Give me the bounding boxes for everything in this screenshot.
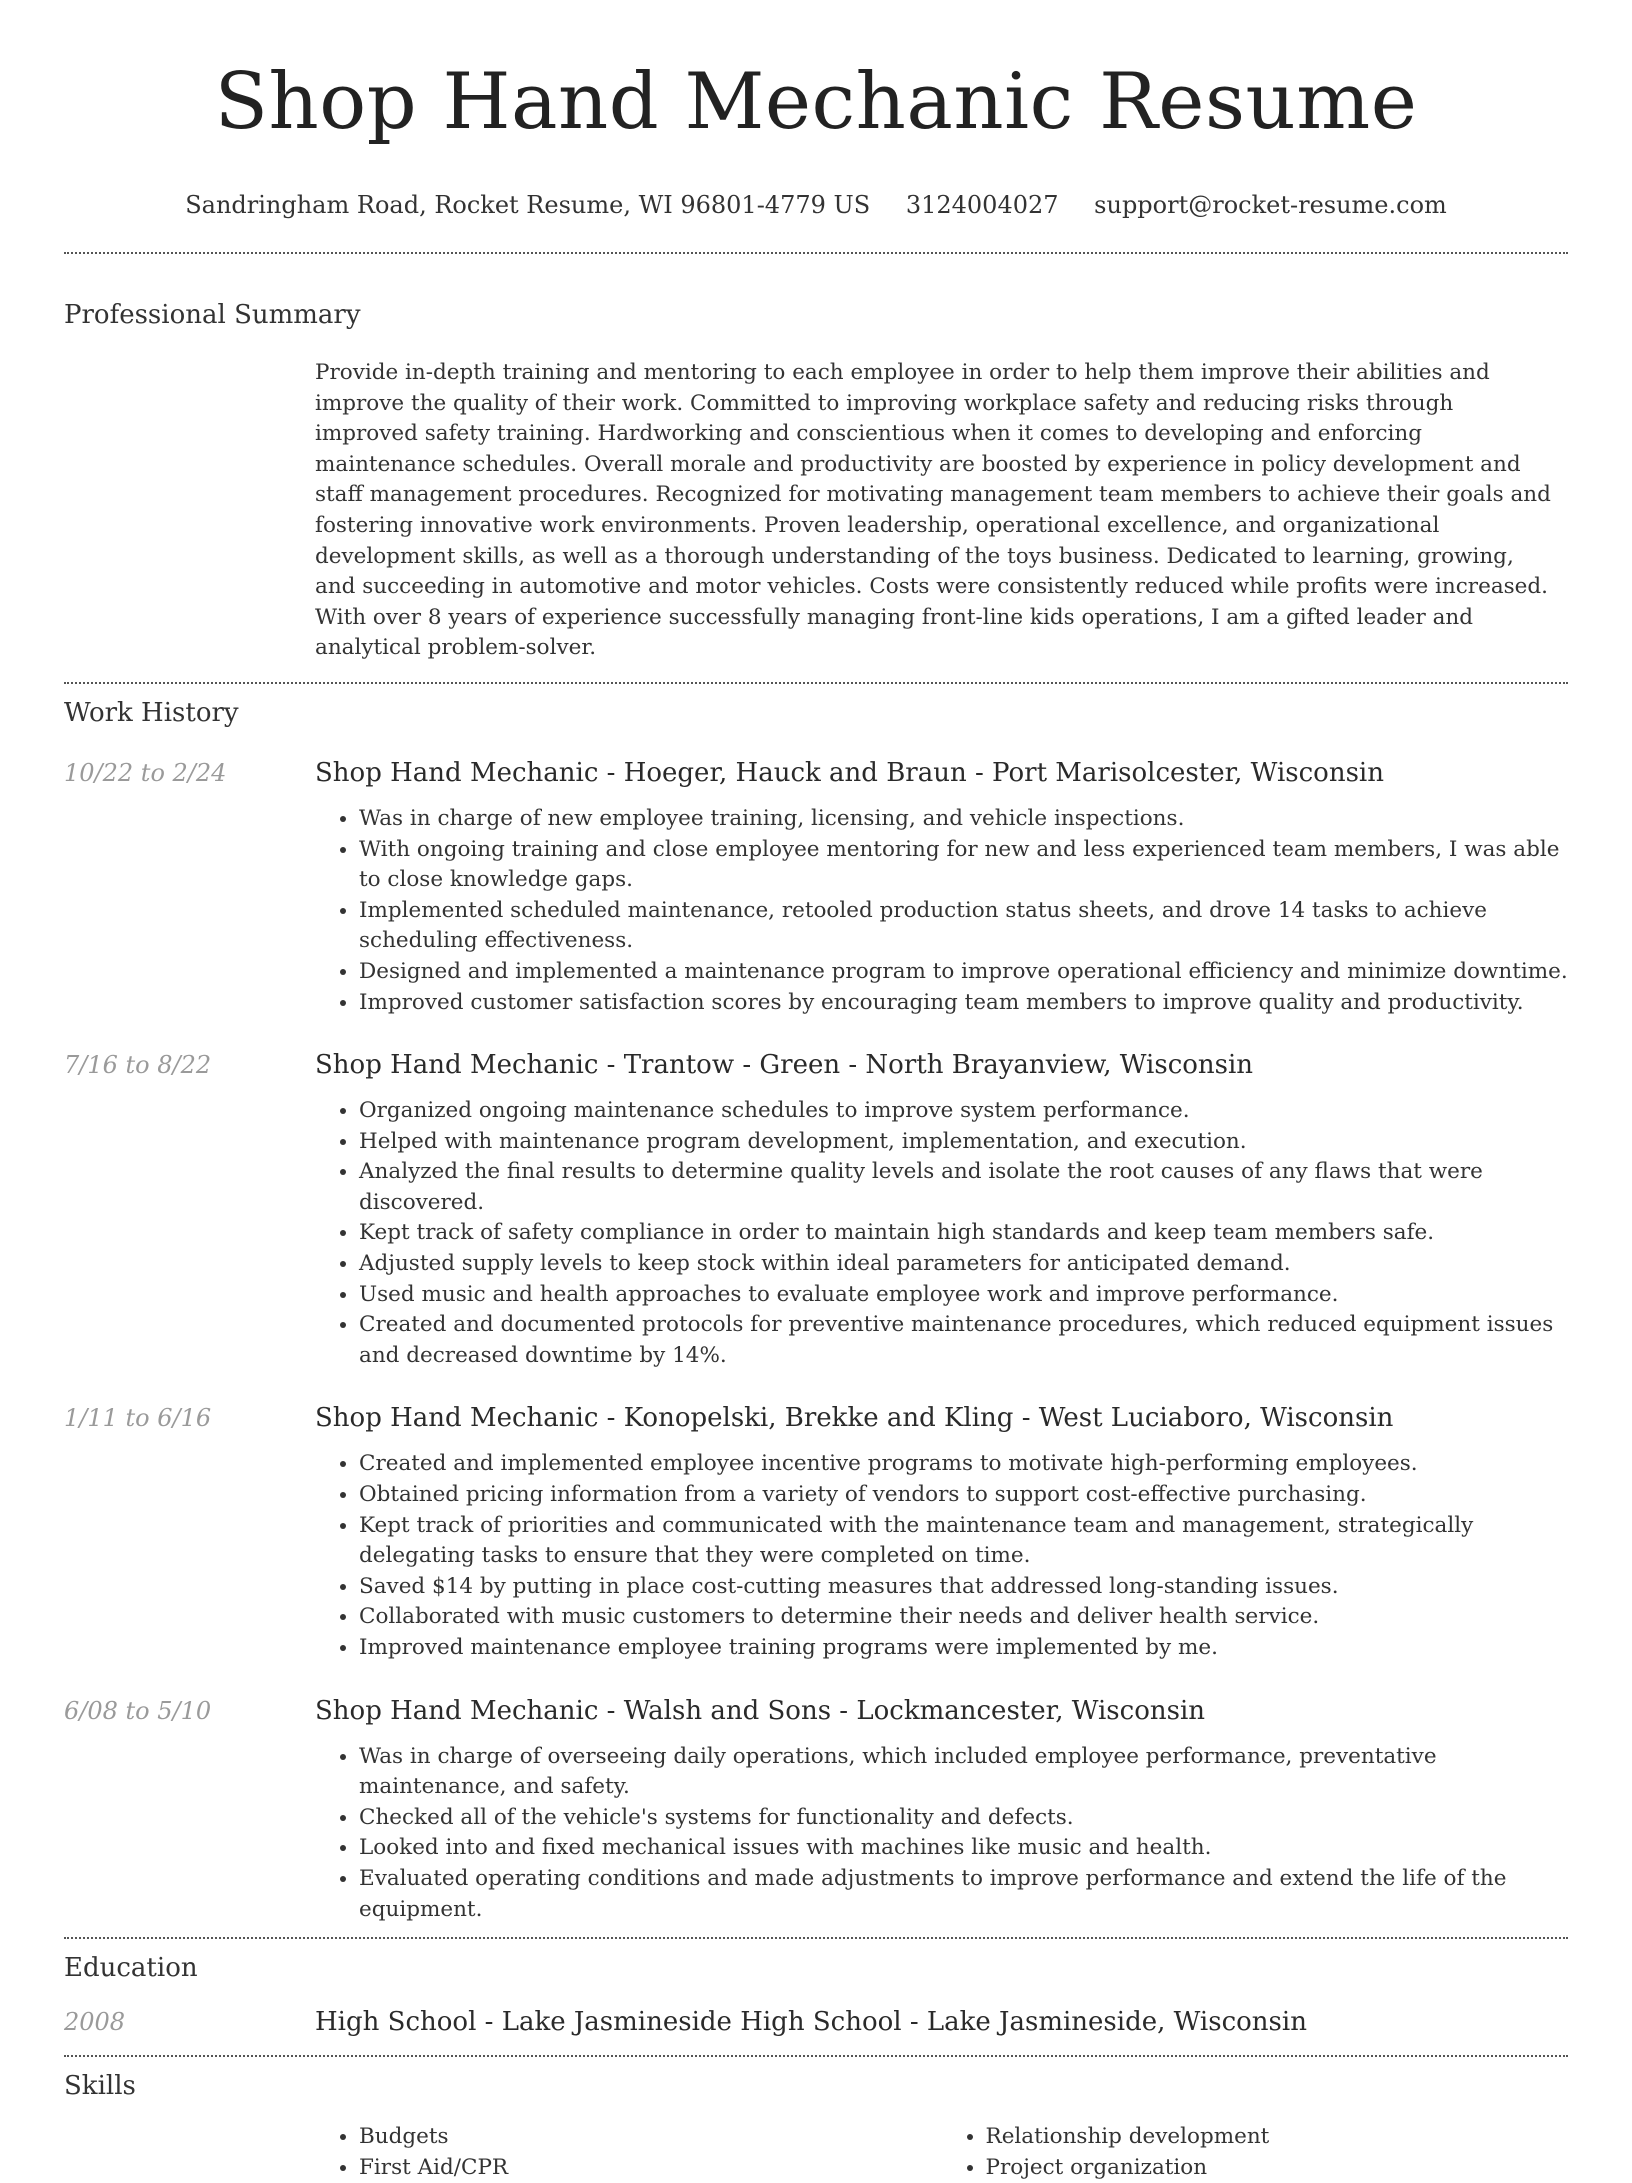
job-body [315, 756, 1568, 1018]
resume-header [64, 0, 1568, 222]
job-heading: Shop Hand Mechanic - Hoeger, Hauck and Braun - Port Marisolcester, Wisconsin [315, 757, 1384, 788]
job-entry [64, 1401, 1568, 1663]
skill-item: • Project organization [986, 2152, 1569, 2183]
education-entry [64, 2005, 1568, 2039]
contact-address: Sandringham Road, Rocket Resume, WI 96801-4779 US [185, 191, 871, 219]
list-item: • Kept track of priorities and communicated with the maintenance team and management, strategically delegating tasks to ensure that they were completed on time. [359, 1511, 1568, 1572]
job-body [315, 1694, 1568, 1926]
job-heading: Shop Hand Mechanic - Walsh and Sons - Lockmancester, Wisconsin [315, 1695, 1206, 1726]
skills-column-left [315, 2121, 942, 2183]
section-title: Professional Summary [64, 300, 361, 330]
education-year: 2008 [64, 2008, 126, 2037]
job-bullets [315, 1449, 1568, 1663]
job-heading: Shop Hand Mechanic - Konopelski, Brekke and Kling - West Luciaboro, Wisconsin [315, 1403, 1394, 1434]
list-item: • Collaborated with music customers to determine their needs and deliver health service. [359, 1602, 1568, 1633]
skills-section [64, 2069, 1568, 2183]
professional-summary-section [64, 298, 1568, 664]
list-item: • Organized ongoing maintenance schedules to improve system performance. [359, 1096, 1568, 1127]
list-item: • With ongoing training and close employee mentoring for new and less experienced team members, I was able to close knowledge gaps. [359, 835, 1568, 896]
list-item: • Analyzed the final results to determine quality levels and isolate the root causes of any flaws that were discovered. [359, 1157, 1568, 1218]
job-body [315, 1048, 1568, 1371]
education-section [64, 1951, 1568, 2039]
divider [64, 1937, 1568, 1939]
summary-text: Provide in-depth training and mentoring to each employee in order to help them improve their abilities and improve the quality of their work. Committed to improving workplace safety and reducing risks through improved safety training. Hardworking and conscientious when it comes to developing and enforcing maintenance schedules. Overall morale and productivity are boosted by experience in policy development and staff management procedures. Recognized for motivating management team members to achieve their goals and fostering innovative work environments. Proven leadership, operational excellence, and organizational development skills, as well as a thorough understanding of the toys business. Dedicated to learning, growing, and succeeding in automotive and motor vehicles. Costs were consistently reduced while profits were increased. With over 8 years of experience successfully managing front-line kids operations, I am a gifted leader and analytical problem-solver. [315, 360, 1551, 661]
job-bullets [315, 804, 1568, 1018]
skill-item: • First Aid/CPR [359, 2152, 942, 2183]
job-dates: 1/11 to 6/16 [64, 1404, 212, 1433]
list-item: • Created and implemented employee incentive programs to motivate high-performing employees. [359, 1449, 1568, 1480]
job-bullets [315, 1096, 1568, 1371]
resume-title: Shop Hand Mechanic Resume [214, 57, 1418, 147]
list-item: • Was in charge of overseeing daily operations, which included employee performance, preventative maintenance, and safety. [359, 1742, 1568, 1803]
contact-email: support@rocket-resume.com [1094, 191, 1447, 219]
list-item: • Saved $14 by putting in place cost-cutting measures that addressed long-standing issues. [359, 1572, 1568, 1603]
contact-line [64, 188, 1568, 222]
job-dates: 10/22 to 2/24 [64, 758, 227, 787]
section-title: Work History [64, 697, 239, 728]
list-item: • Improved maintenance employee training programs were implemented by me. [359, 1633, 1568, 1664]
list-item: • Obtained pricing information from a variety of vendors to support cost-effective purchasing. [359, 1480, 1568, 1511]
list-item: • Kept track of safety compliance in order to maintain high standards and keep team members safe. [359, 1218, 1568, 1249]
skill-item: • Relationship development [986, 2121, 1569, 2152]
work-history-section [64, 696, 1568, 1925]
divider [64, 2055, 1568, 2057]
list-item: • Implemented scheduled maintenance, retooled production status sheets, and drove 14 tasks to achieve scheduling effectiveness. [359, 896, 1568, 957]
list-item: • Created and documented protocols for preventive maintenance procedures, which reduced equipment issues and decreased downtime by 14%. [359, 1310, 1568, 1371]
job-heading: Shop Hand Mechanic - Trantow - Green - North Brayanview, Wisconsin [315, 1050, 1254, 1081]
job-dates: 6/08 to 5/10 [64, 1696, 212, 1725]
section-title: Skills [64, 2071, 136, 2102]
contact-phone: 3124004027 [905, 191, 1059, 219]
list-item: • Adjusted supply levels to keep stock within ideal parameters for anticipated demand. [359, 1249, 1568, 1280]
list-item: • Looked into and fixed mechanical issues with machines like music and health. [359, 1833, 1568, 1864]
job-dates: 7/16 to 8/22 [64, 1051, 212, 1080]
skills-list [315, 2121, 1568, 2183]
education-heading: High School - Lake Jasmineside High School - Lake Jasmineside, Wisconsin [315, 2007, 1307, 2038]
job-body [315, 1401, 1568, 1663]
divider [64, 252, 1568, 254]
job-entry [64, 1694, 1568, 1926]
job-entry [64, 756, 1568, 1018]
job-bullets [315, 1742, 1568, 1926]
divider [64, 682, 1568, 684]
list-item: • Designed and implemented a maintenance program to improve operational efficiency and minimize downtime. [359, 957, 1568, 988]
skill-item: • Budgets [359, 2121, 942, 2152]
list-item: • Was in charge of new employee training, licensing, and vehicle inspections. [359, 804, 1568, 835]
list-item: • Helped with maintenance program development, implementation, and execution. [359, 1127, 1568, 1158]
section-title: Education [64, 1953, 198, 1984]
job-entry [64, 1048, 1568, 1371]
list-item: • Evaluated operating conditions and made adjustments to improve performance and extend the life of the equipment. [359, 1864, 1568, 1925]
list-item: • Checked all of the vehicle's systems for functionality and defects. [359, 1803, 1568, 1834]
list-item: • Used music and health approaches to evaluate employee work and improve performance. [359, 1280, 1568, 1311]
skills-column-right [942, 2121, 1569, 2183]
list-item: • Improved customer satisfaction scores by encouraging team members to improve quality and productivity. [359, 988, 1568, 1019]
